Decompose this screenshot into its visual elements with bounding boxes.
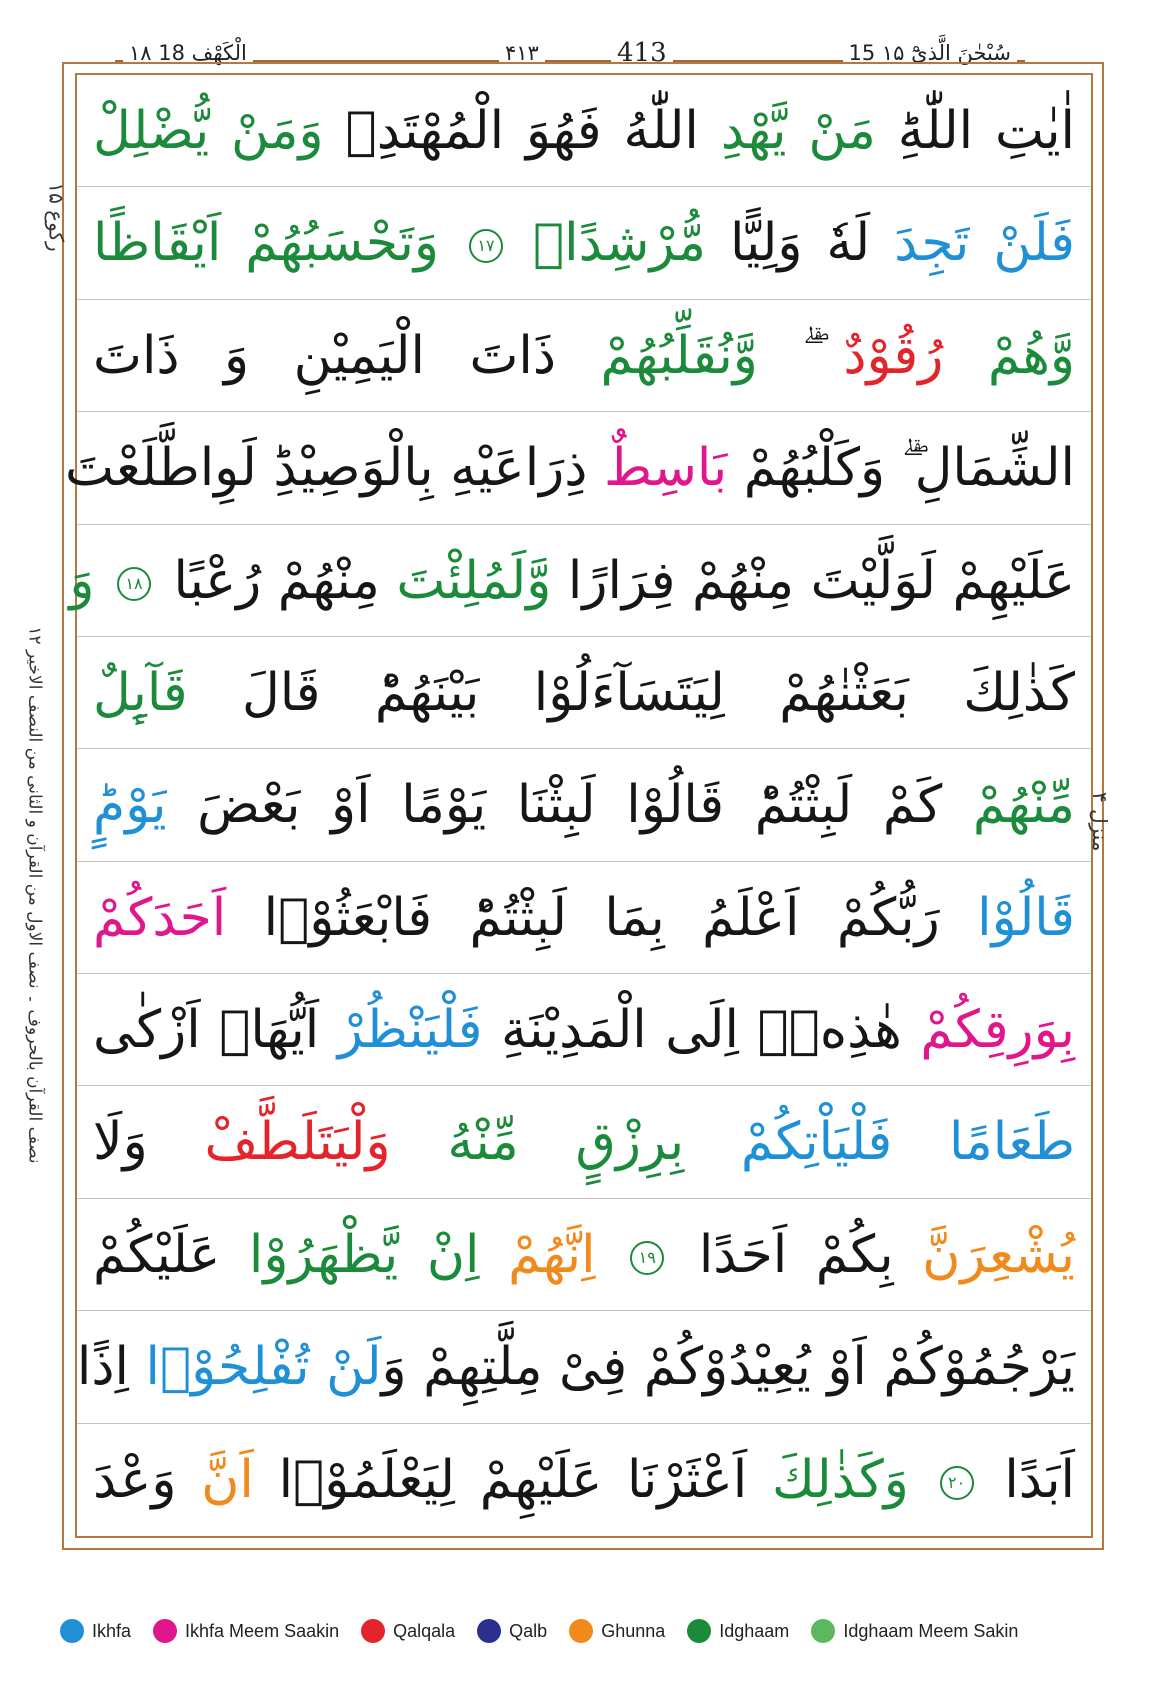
ayah-number-marker: ۲۰ <box>940 1466 974 1500</box>
legend-item <box>569 1619 665 1643</box>
verse-text: رَبُّكُمْ اَعْلَمُ بِمَا لَبِثْتُمْؕ فَابْعَثُوْۤا <box>226 887 978 948</box>
verse-line <box>77 1086 1091 1198</box>
tajweed-word: وَمَنْ یُّضْلِلْ <box>93 101 324 161</box>
legend-item <box>153 1619 339 1643</box>
tajweed-word: بَاسِطٌ <box>603 438 728 499</box>
tajweed-word: یَوْمٍؕ <box>93 775 167 836</box>
verse-text: لَهٗ وَلِیًّا <box>706 213 895 274</box>
legend-item <box>477 1619 547 1643</box>
ayah-number-marker: ۱۷ <box>469 229 503 263</box>
tajweed-word: مُّرْشِدًا <box>532 213 707 274</box>
legend-color-dot <box>477 1619 501 1643</box>
verse-line <box>77 637 1091 749</box>
verse-text: مِنْهُمْ رُعْبًا <box>157 550 397 611</box>
tajweed-word: اَحَدَكُمْ <box>93 887 227 948</box>
verse-text: وَعْدَ <box>93 1449 202 1510</box>
verse-text <box>479 1225 508 1285</box>
legend-label: Idghaam <box>719 1620 790 1641</box>
legend-item <box>60 1619 131 1643</box>
verse-text: ذَاتَ الْیَمِیْنِ وَ ذَاتَ <box>93 325 601 386</box>
verse-text: ۚ <box>323 101 346 161</box>
tajweed-word: بِوَرِقِكُمْ <box>920 1000 1076 1061</box>
tajweed-word: بِرِزْقٍ مِّنْهُ <box>447 1112 685 1173</box>
verse-text: اللّٰهُ فَهُوَ الْمُهْتَدِ <box>345 101 721 161</box>
juz-name: 15 سُبْحٰنَ الَّذِیْٓ ۱۵ <box>843 38 1018 68</box>
legend-color-dot <box>569 1619 593 1643</box>
verse-line <box>69 525 1091 637</box>
legend-color-dot <box>811 1619 835 1643</box>
left-margin-text: نصف القرآن بالحروف ۔ نصف الاول من القرآن و الثانی من النصف الاخیر ۱۲ <box>24 626 45 1164</box>
legend-label: Ghunna <box>601 1620 666 1641</box>
tajweed-word: وَتَحْسَبُهُمْ اَیْقَاظًا <box>93 213 463 274</box>
verse-text: هٰذِهٖۤ اِلَى الْمَدِیْنَةِ <box>482 1000 921 1061</box>
text-lines <box>64 75 1091 1536</box>
left-margin-note <box>8 290 62 1500</box>
tajweed-word: وَّلَمُلِئْتَ <box>396 550 552 611</box>
tajweed-word: وَّهُمْ <box>987 325 1075 386</box>
tajweed-word: یُشْعِرَنَّ <box>922 1224 1076 1285</box>
tajweed-word: مِّنْهُمْ <box>972 775 1075 836</box>
verse-text: كَذٰلِكَ بَعَثْنٰهُمْ لِیَتَسَآءَلُوْا بَیْنَهُمْؕ قَالَ <box>187 662 1075 723</box>
verse-line <box>77 187 1091 299</box>
legend-color-dot <box>60 1619 84 1643</box>
tajweed-word: اِنْ یَّظْهَرُوْا <box>248 1224 480 1285</box>
verse-text: وَلَا <box>93 1112 205 1173</box>
tajweed-legend <box>60 1614 1120 1648</box>
tajweed-word: قَالُوْا <box>977 887 1075 948</box>
verse-line <box>77 1311 1091 1423</box>
verse-text: عَلَیْهِمْ لَوَلَّیْتَ مِنْهُمْ فِرَارًا <box>551 550 1075 611</box>
ayah-number-marker: ۱۸ <box>117 567 151 601</box>
verse-text: الشِّمَالِ ۖۗ وَكَلْبُهُمْ <box>727 438 1075 499</box>
tajweed-word: فَلَنْ تَجِدَ <box>894 213 1075 274</box>
legend-color-dot <box>361 1619 385 1643</box>
legend-color-dot <box>153 1619 177 1643</box>
verse-text: ۠ <box>509 213 533 274</box>
legend-label: Qalqala <box>393 1620 456 1641</box>
verse-line <box>77 862 1091 974</box>
tajweed-word: قَآىِٕلٌ <box>93 662 188 723</box>
verse-text: بِكُمْ اَحَدًا <box>670 1224 923 1285</box>
legend-item <box>361 1619 455 1643</box>
legend-item <box>811 1619 1018 1643</box>
legend-color-dot <box>687 1619 711 1643</box>
verse-line <box>77 749 1091 861</box>
verse-text: عَلَیْكُمْ <box>93 1224 249 1285</box>
verse-line <box>77 1424 1091 1536</box>
verse-text: ذِرَاعَیْهِ بِالْوَصِیْدِؕ <box>256 438 604 499</box>
tajweed-word: اَنَّ <box>201 1449 254 1510</box>
verse-text: اَعْثَرْنَا عَلَیْهِمْ لِیَعْلَمُوْۤا <box>253 1449 772 1510</box>
verse-text: اَبَدًا <box>979 1449 1075 1510</box>
verse-line <box>77 974 1091 1086</box>
legend-label: Idghaam Meem Sakin <box>843 1620 1019 1641</box>
tajweed-word: وَلْیَتَلَطَّفْ <box>204 1112 391 1173</box>
ayah-number-marker: ۱۹ <box>630 1241 664 1275</box>
verse-text: اٰیٰتِ اللّٰهِؕ <box>875 101 1075 161</box>
verse-line <box>77 75 1091 187</box>
verse-text <box>391 1112 448 1172</box>
verse-text <box>684 1112 741 1172</box>
tajweed-word: رُقُوْدٌ <box>843 325 988 386</box>
verse-line <box>77 300 1091 412</box>
verse-text: یَرْجُمُوْكُمْ اَوْ یُعِیْدُوْكُمْ فِیْ مِلَّتِهِمْ وَ <box>381 1337 1075 1398</box>
legend-item <box>687 1619 789 1643</box>
legend-label: Qalb <box>509 1620 548 1641</box>
tajweed-word: طَعَامًا فَلْیَاْتِكُمْ <box>740 1112 1076 1173</box>
tajweed-word: مَنْ یَّهْدِ <box>720 101 876 161</box>
page-number: 413 <box>611 38 673 68</box>
tajweed-word: وَّنُقَلِّبُهُمْ <box>600 325 758 386</box>
ruku-mark: رکوع ۱۵ <box>44 182 69 252</box>
tajweed-word: لَنْ تُفْلِحُوْۤا <box>145 1337 382 1398</box>
legend-label: Ikhfa <box>92 1620 132 1641</box>
verse-line <box>64 412 1091 524</box>
verse-line <box>77 1199 1091 1311</box>
tajweed-word: فَلْیَنْظُرْ <box>337 1000 483 1061</box>
tajweed-word: وَكَذٰلِكَ <box>771 1449 934 1510</box>
legend-label: Ikhfa Meem Saakin <box>185 1620 340 1641</box>
verse-text: كَمْ لَبِثْتُمْؕ قَالُوْا لَبِثْنَا یَوْمًا اَوْ بَعْضَ <box>166 775 973 836</box>
verse-text: لَوِاطَّلَعْتَ <box>64 438 257 499</box>
manzil-mark: منزل ۴ <box>1088 792 1112 852</box>
tajweed-word: وَ <box>69 550 112 611</box>
tajweed-word: اِنَّهُمْ <box>508 1224 625 1285</box>
surah-name: ۱۸ الْكَهْف 18 <box>123 38 253 68</box>
verse-text: ۖۗ <box>757 325 844 386</box>
page-number-arabic: ۴۱۳ <box>499 38 545 68</box>
verse-text: اَیُّهَاۤ اَزْكٰى <box>93 1000 338 1061</box>
verse-text: اِذًا <box>76 1337 146 1398</box>
